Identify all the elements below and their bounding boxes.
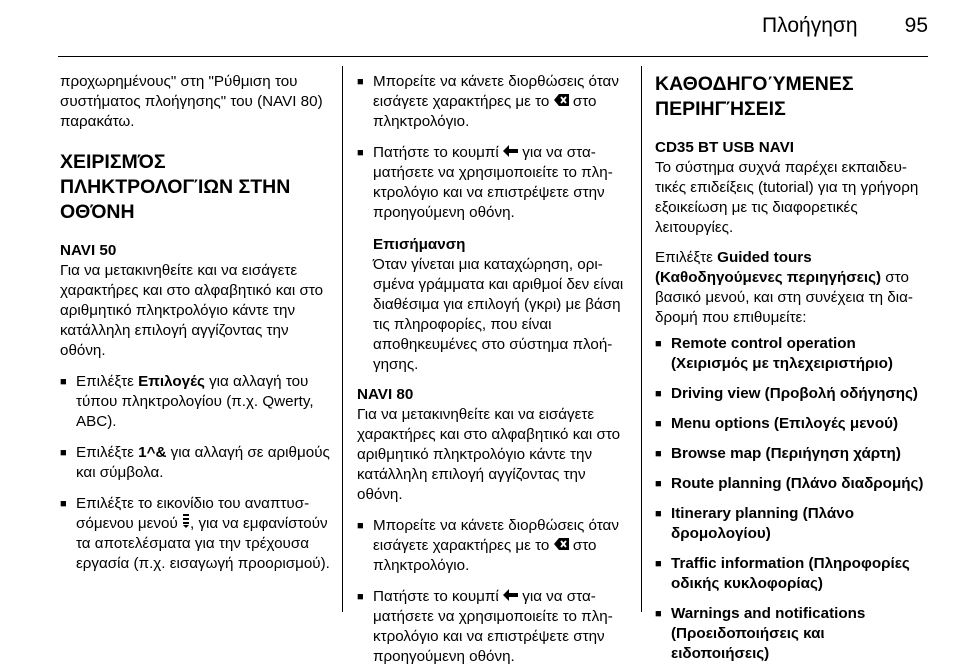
list-item <box>357 143 627 223</box>
section-heading-guided-tours: ΚΑΘΟΔΗΓΟΎΜΕΝΕΣ ΠΕΡΙΗΓΉΣΕΙΣ <box>655 73 854 120</box>
list-item <box>60 443 330 483</box>
back-arrow-icon <box>503 143 518 163</box>
symbols-label: 1^& <box>138 444 167 461</box>
list-item: ■ Traffic information (Πληροφορίες οδικής κυκλοφορίας) <box>655 554 925 594</box>
list-item-text: στο πληκτρολόγιο. <box>373 537 597 575</box>
column-separator-1 <box>342 66 343 612</box>
select-text-pre: Επιλέξτε <box>655 249 718 266</box>
navi80-text: Για να μετακινηθείτε και να εισάγετε χαρακτήρες και στο αλφαβητικό και στο αριθμητικό πληκτρολόγιο κάντε την κατάλληλη επιλογή αγγίζοντας την οθόνη. <box>357 406 621 504</box>
list-item-text: Επιλέξτε <box>76 373 139 390</box>
options-label: Επιλογές <box>138 373 205 390</box>
navi50-bullets-continued <box>357 72 627 223</box>
intro-text: προχωρημένους" στη "Ρύθμιση του συστήματος πλοήγησης" του (NAVI 80) παρακάτω. <box>60 73 323 130</box>
list-item-text: Μπορείτε να κάνετε διορθώσεις όταν εισάγετε χαρακτήρες με το <box>373 517 619 555</box>
column-1 <box>60 72 330 574</box>
list-item <box>60 494 330 574</box>
guided-tours-select-text <box>655 248 925 328</box>
dropdown-menu-icon <box>182 514 190 534</box>
note-title: Επισήμανση <box>373 236 466 254</box>
list-item-text: Πατήστε το κουμπί <box>373 588 503 606</box>
list-item-text: για να σταματήσετε να χρησιμοποιείτε το πληκτρολόγιο και να επιστρέψετε στην προηγούμενη οθόνη. <box>373 588 613 666</box>
list-item-text: Επιλέξτε <box>76 444 139 461</box>
list-item-text: για αλλαγή σε αριθμούς και σύμβολα. <box>76 444 330 481</box>
header-rule <box>58 56 928 57</box>
list-item: ■ Menu options (Επιλογές μενού) <box>655 414 925 434</box>
navi50-subheading: NAVI 50 <box>60 242 117 259</box>
list-item <box>60 372 330 432</box>
page-number: 95 <box>904 14 928 37</box>
list-item: ■ Warnings and notifications (Προειδοποιήσεις και ειδοποιήσεις) <box>655 604 925 664</box>
navi80-subheading: NAVI 80 <box>357 386 414 404</box>
list-item: ■ Remote control operation (Χειρισμός με τηλεχειριστήριο) <box>655 334 925 374</box>
list-item-text: για αλλαγή του τύπου πληκτρολογίου (π.χ. Qwerty, ABC). <box>76 373 314 430</box>
page-header-title: Πλοήγηση <box>762 14 858 37</box>
list-item-text: , για να εμφανίστούν τα αποτελέσματα για την τρέχουσα εργασία (π.χ. εισαγωγή προορισμού). <box>76 515 330 573</box>
list-item: ■ Browse map (Περιήγηση χάρτη) <box>655 444 925 464</box>
list-item-text: Μπορείτε να κάνετε διορθώσεις όταν εισάγετε χαρακτήρες με το <box>373 73 619 111</box>
column-separator-2 <box>641 66 642 612</box>
select-text-post: στο βασικό μενού, και στη συνέχεια τη διαδρομή που επιθυμείτε: <box>655 269 913 326</box>
guided-tours-label: Guided tours (Καθοδηγούμενες περιηγήσεις) <box>655 249 882 286</box>
back-arrow-icon <box>503 587 518 607</box>
column-2 <box>357 72 627 667</box>
note-text: Όταν γίνεται μια καταχώρηση, ορισμένα γράμματα και αριθμοί δεν είναι διαθέσιμα για επιλογή (γκρι) με βάση τις πληροφορίες, που είναι αποθηκευμένες στο σύστημα πλοήγησης. <box>373 256 624 374</box>
model-subheading: CD35 BT USB NAVI <box>655 139 794 156</box>
list-item: ■ Itinerary planning (Πλάνο δρομολογίου) <box>655 504 925 544</box>
list-item-text: για να σταματήσετε να χρησιμοποιείτε το πληκτρολόγιο και να επιστρέψετε στην προηγούμενη οθόνη. <box>373 144 613 222</box>
guided-tours-text: Το σύστημα συχνά παρέχει εκπαιδευτικές επιδείξεις (tutorial) για τη γρήγορη εξοικείωση με τις διαφορετικές λειτουργίες. <box>655 159 919 236</box>
navi50-bullets <box>60 372 330 574</box>
backspace-icon <box>554 92 569 112</box>
column-3 <box>655 72 925 664</box>
note-box <box>357 235 627 375</box>
list-item <box>357 516 627 576</box>
list-item: ■ Driving view (Προβολή οδήγησης) <box>655 384 925 404</box>
list-item: ■ Route planning (Πλάνο διαδρομής) <box>655 474 925 494</box>
navi50-text: Για να μετακινηθείτε και να εισάγετε χαρακτήρες και στο αλφαβητικό και στο αριθμητικό πληκτρολόγιο κάντε την κατάλληλη επιλογή αγγίζοντας την οθόνη. <box>60 262 324 359</box>
list-item <box>357 72 627 132</box>
list-item-text: στο πληκτρολόγιο. <box>373 93 597 131</box>
backspace-icon <box>554 536 569 556</box>
list-item-text: Επιλέξτε το εικονίδιο του αναπτυσσόμενου μενού <box>76 495 310 533</box>
list-item <box>357 587 627 667</box>
section-heading-keyboards: ΧΕΙΡΙΣΜΌΣ ΠΛΗΚΤΡΟΛΟΓΊΩΝ ΣΤΗΝ ΟΘΌΝΗ <box>60 151 291 223</box>
guided-tours-list <box>655 334 925 664</box>
navi80-bullets <box>357 516 627 667</box>
list-item-text: Πατήστε το κουμπί <box>373 144 503 162</box>
